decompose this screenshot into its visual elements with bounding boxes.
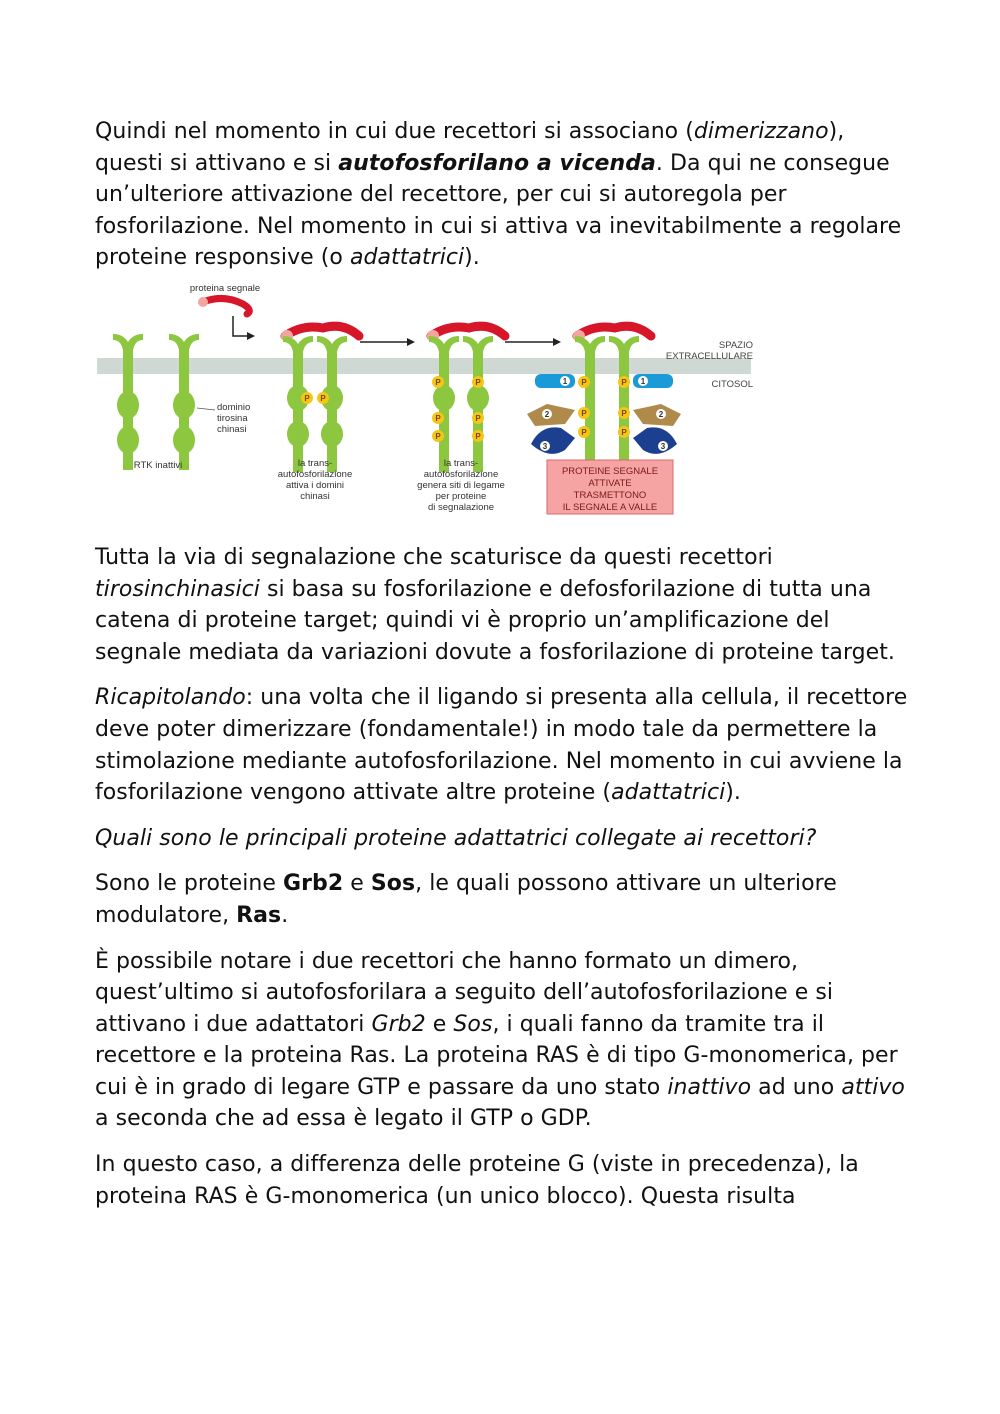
svg-text:P: P: [435, 377, 441, 387]
dimer-step2: [281, 326, 359, 472]
paragraph-ras: [95, 946, 910, 1136]
svg-text:P: P: [581, 408, 587, 418]
svg-text:P: P: [435, 431, 441, 441]
paragraph-summary: [95, 682, 910, 808]
label-domain-3: chinasi: [217, 423, 247, 435]
italic-term: Grb2: [371, 1011, 426, 1037]
svg-text:P: P: [304, 393, 310, 403]
svg-text:P: P: [621, 408, 627, 418]
text-run: Tutta la via di segnalazione che scaturisce da questi recettori: [95, 544, 773, 570]
dimer-step3: [427, 326, 505, 472]
label-inactive-rtk: RTK inattivi: [133, 459, 183, 471]
text-run: e: [425, 1011, 454, 1037]
bold-term: Grb2: [283, 871, 344, 897]
rtk-diagram: [95, 280, 795, 524]
paragraph-dimerization: [95, 116, 910, 274]
text-run: ), questi si attivano e si: [95, 119, 845, 176]
label-step3-5: di segnalazione: [427, 501, 495, 513]
svg-text:P: P: [621, 377, 627, 387]
inactive-receptor-right: [169, 334, 199, 470]
svg-text:P: P: [621, 427, 627, 437]
paragraph-adaptors: [95, 868, 910, 931]
text-run: ).: [725, 780, 741, 806]
text-run: ).: [464, 245, 480, 271]
label-step3-2: autofosforilazione: [423, 468, 499, 480]
svg-text:P: P: [475, 431, 481, 441]
label-domain-1: dominio: [217, 401, 251, 413]
label-step2-4: chinasi: [300, 490, 330, 502]
text-run: , le quali possono attivare un ulteriore modulatore,: [95, 871, 837, 928]
text-run: In questo caso, a differenza delle proteine G (viste in precedenza), la proteina RAS è G-monomerica (un unico blocco). Questa risulta: [95, 1152, 859, 1209]
bold-italic-term: autofosforilano a vicenda: [338, 150, 656, 176]
rtk-activation-figure: [95, 280, 795, 524]
italic-term: attivo: [841, 1074, 905, 1100]
arrow-bind: [233, 316, 247, 336]
bold-term: Ras: [236, 902, 282, 928]
italic-term: dimerizzano: [693, 119, 829, 144]
text-run: ad uno: [751, 1074, 842, 1100]
paragraph-question: [95, 823, 910, 855]
label-step3-3: genera siti di legame: [417, 479, 505, 491]
label-step2-2: autofosforilazione: [277, 468, 353, 480]
box-line-3: TRASMETTONO: [573, 489, 647, 501]
label-step2-1: la trans-: [297, 457, 333, 469]
text-run: si basa su fosforilazione e defosforilazione di tutta una catena di proteine target; quindi vi è proprio un’amplificazione del segnale mediata da variazioni dovute a fosforilazione di proteine target.: [95, 576, 895, 665]
italic-term: Ricapitolando: [95, 685, 246, 711]
text-run: .: [281, 902, 289, 928]
svg-text:1: 1: [562, 376, 568, 386]
label-cytosol: CITOSOL: [711, 378, 753, 390]
italic-term: Sos: [453, 1011, 493, 1037]
document-page: [95, 116, 910, 1226]
svg-text:2: 2: [544, 409, 550, 419]
label-domain-2: tirosina: [217, 412, 248, 424]
text-run: Sono le proteine: [95, 871, 284, 897]
arrow-head: [247, 332, 255, 340]
label-extracellular-2: EXTRACELLULARE: [665, 350, 753, 362]
svg-text:P: P: [581, 427, 587, 437]
text-run: . Da qui ne consegue un’ulteriore attivazione del recettore, per cui si autoregola per fosforilazione. Nel momento in cui si attiva va inevitabilmente a regolare proteine responsive (o: [95, 150, 902, 271]
ligand-tail: [198, 297, 208, 307]
italic-term: inattivo: [667, 1074, 752, 1100]
svg-text:3: 3: [660, 441, 666, 451]
italic-term: adattatrici: [611, 780, 726, 806]
label-signal-protein: proteina segnale: [189, 282, 261, 294]
cell-membrane: [97, 358, 751, 374]
text-run: È possibile notare i due recettori che hanno formato un dimero, quest’ultimo si autofosforilara a seguito dell’autofosforilazione e si attivano i due adattatori: [95, 948, 834, 1037]
label-step3-4: per proteine: [435, 490, 487, 502]
svg-text:P: P: [475, 377, 481, 387]
signal-protein-ligand: [203, 298, 249, 314]
text-run: a seconda che ad essa è legato il GTP o GDP.: [95, 1106, 592, 1132]
text-run: , i quali fanno da tramite tra il recettore e la proteina Ras. La proteina RAS è di tipo G-monomerica, per cui è in grado di legare GTP e passare da uno stato: [95, 1011, 898, 1100]
label-step3-1: la trans-: [443, 457, 479, 469]
italic-term: tirosinchinasici: [95, 576, 260, 602]
svg-text:P: P: [475, 413, 481, 423]
svg-text:2: 2: [658, 409, 664, 419]
svg-text:P: P: [320, 393, 326, 403]
text-run: : una volta che il ligando si presenta alla cellula, il recettore deve poter dimerizzare (fondamentale!) in modo tale da permettere la stimolazione mediante autofosforilazione. Nel momento in cui avviene la fosforilazione vengono attivate altre proteine (: [95, 685, 908, 806]
box-line-2: ATTIVATE: [588, 477, 632, 489]
svg-text:3: 3: [542, 441, 548, 451]
label-extracellular-1: SPAZIO: [718, 339, 753, 351]
bold-term: Sos: [370, 871, 416, 897]
paragraph-monomeric: [95, 1149, 910, 1212]
text-run: Quindi nel momento in cui due recettori si associano (: [95, 119, 694, 144]
inactive-receptor-left: [113, 334, 143, 470]
svg-text:1: 1: [640, 376, 646, 386]
italic-question: Quali sono le principali proteine adattatrici collegate ai recettori?: [95, 825, 817, 851]
svg-text:P: P: [581, 377, 587, 387]
italic-term: adattatrici: [349, 245, 465, 271]
box-line-1: PROTEINE SEGNALE: [561, 465, 659, 477]
dimer-step4: [527, 326, 681, 472]
box-line-4: IL SEGNALE A VALLE: [562, 501, 658, 513]
text-run: e: [343, 871, 371, 897]
svg-text:P: P: [435, 413, 441, 423]
label-step2-3: attiva i domini: [285, 479, 345, 491]
paragraph-signaling-pathway: [95, 542, 910, 668]
